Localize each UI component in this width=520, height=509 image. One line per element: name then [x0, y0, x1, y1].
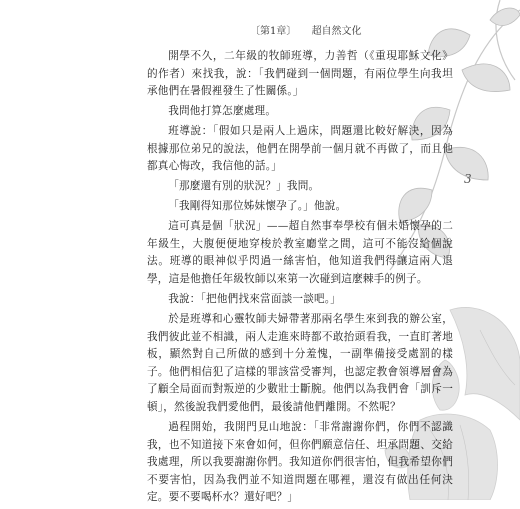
page-number: 3 [464, 172, 472, 186]
paragraph: 「那麼還有別的狀況？」我問。 [168, 180, 320, 193]
paragraph: 於是班導和心靈牧師夫婦帶著那兩名學生來到我的辦公室，我們彼此並不相識，兩人走進來時都不敢抬頭看我，一直盯著地板，顯然對自己所做的感到十分羞愧，一副準備接受處罰的樣子。他們相信犯了這樣的罪該當受審判，也認定教會領導層會為了顧全局面而對叛逆的少數壯士斷腕。他們以為我們會「訓斥一頓」，然後說我們愛他們，最後請他們離開。不然呢？ [147, 313, 453, 414]
paragraph: 「我剛得知那位姊妹懷孕了。」他說。 [168, 200, 347, 213]
paragraph: 這可真是個「狀況」——超自然事奉學校有個未婚懷孕的二年級生，大腹便便地穿梭於教室廳堂之間，這可不能沒給個說法。班導的眼神似乎閃過一絲害怕，他知道我們得讓這兩人退學，這是他擔任年級牧師以來第一次碰到這麼棘手的例子。 [147, 220, 453, 286]
paragraph: 開學不久，二年級的牧師班導，力善哲（《重現耶穌文化》的作者）來找我，說：「我們碰到一個問題，有兩位學生向我坦承他們在暑假裡發生了性關係。」 [147, 50, 453, 98]
paragraph: 我問他打算怎麼處理。 [168, 105, 277, 118]
paragraph: 班導說：「假如只是兩人上過床，問題還比較好解決，因為根據那位弟兄的說法，他們在開學前一個月就不再做了，而且他都真心悔改，我信他的話。」 [147, 125, 453, 173]
section-title: 超自然文化 [311, 26, 362, 37]
running-header [250, 22, 362, 37]
chapter-label: 〔第1章〕 [250, 26, 297, 37]
paragraph: 我說：「把他們找來當面談一談吧。」 [168, 293, 342, 306]
body-text [147, 48, 453, 509]
paragraph: 過程開始，我開門見山地說：「非常謝謝你們，你們不認識我，也不知道接下來會如何，但你們願意信任、坦承問題、交給我處理，所以我要謝謝你們。我知道你們很害怕，但我希望你們不要害怕，因為我們並不知道問題在哪裡，還沒有做出任何決定。要不要喝杯水？還好吧？」 [147, 421, 453, 504]
